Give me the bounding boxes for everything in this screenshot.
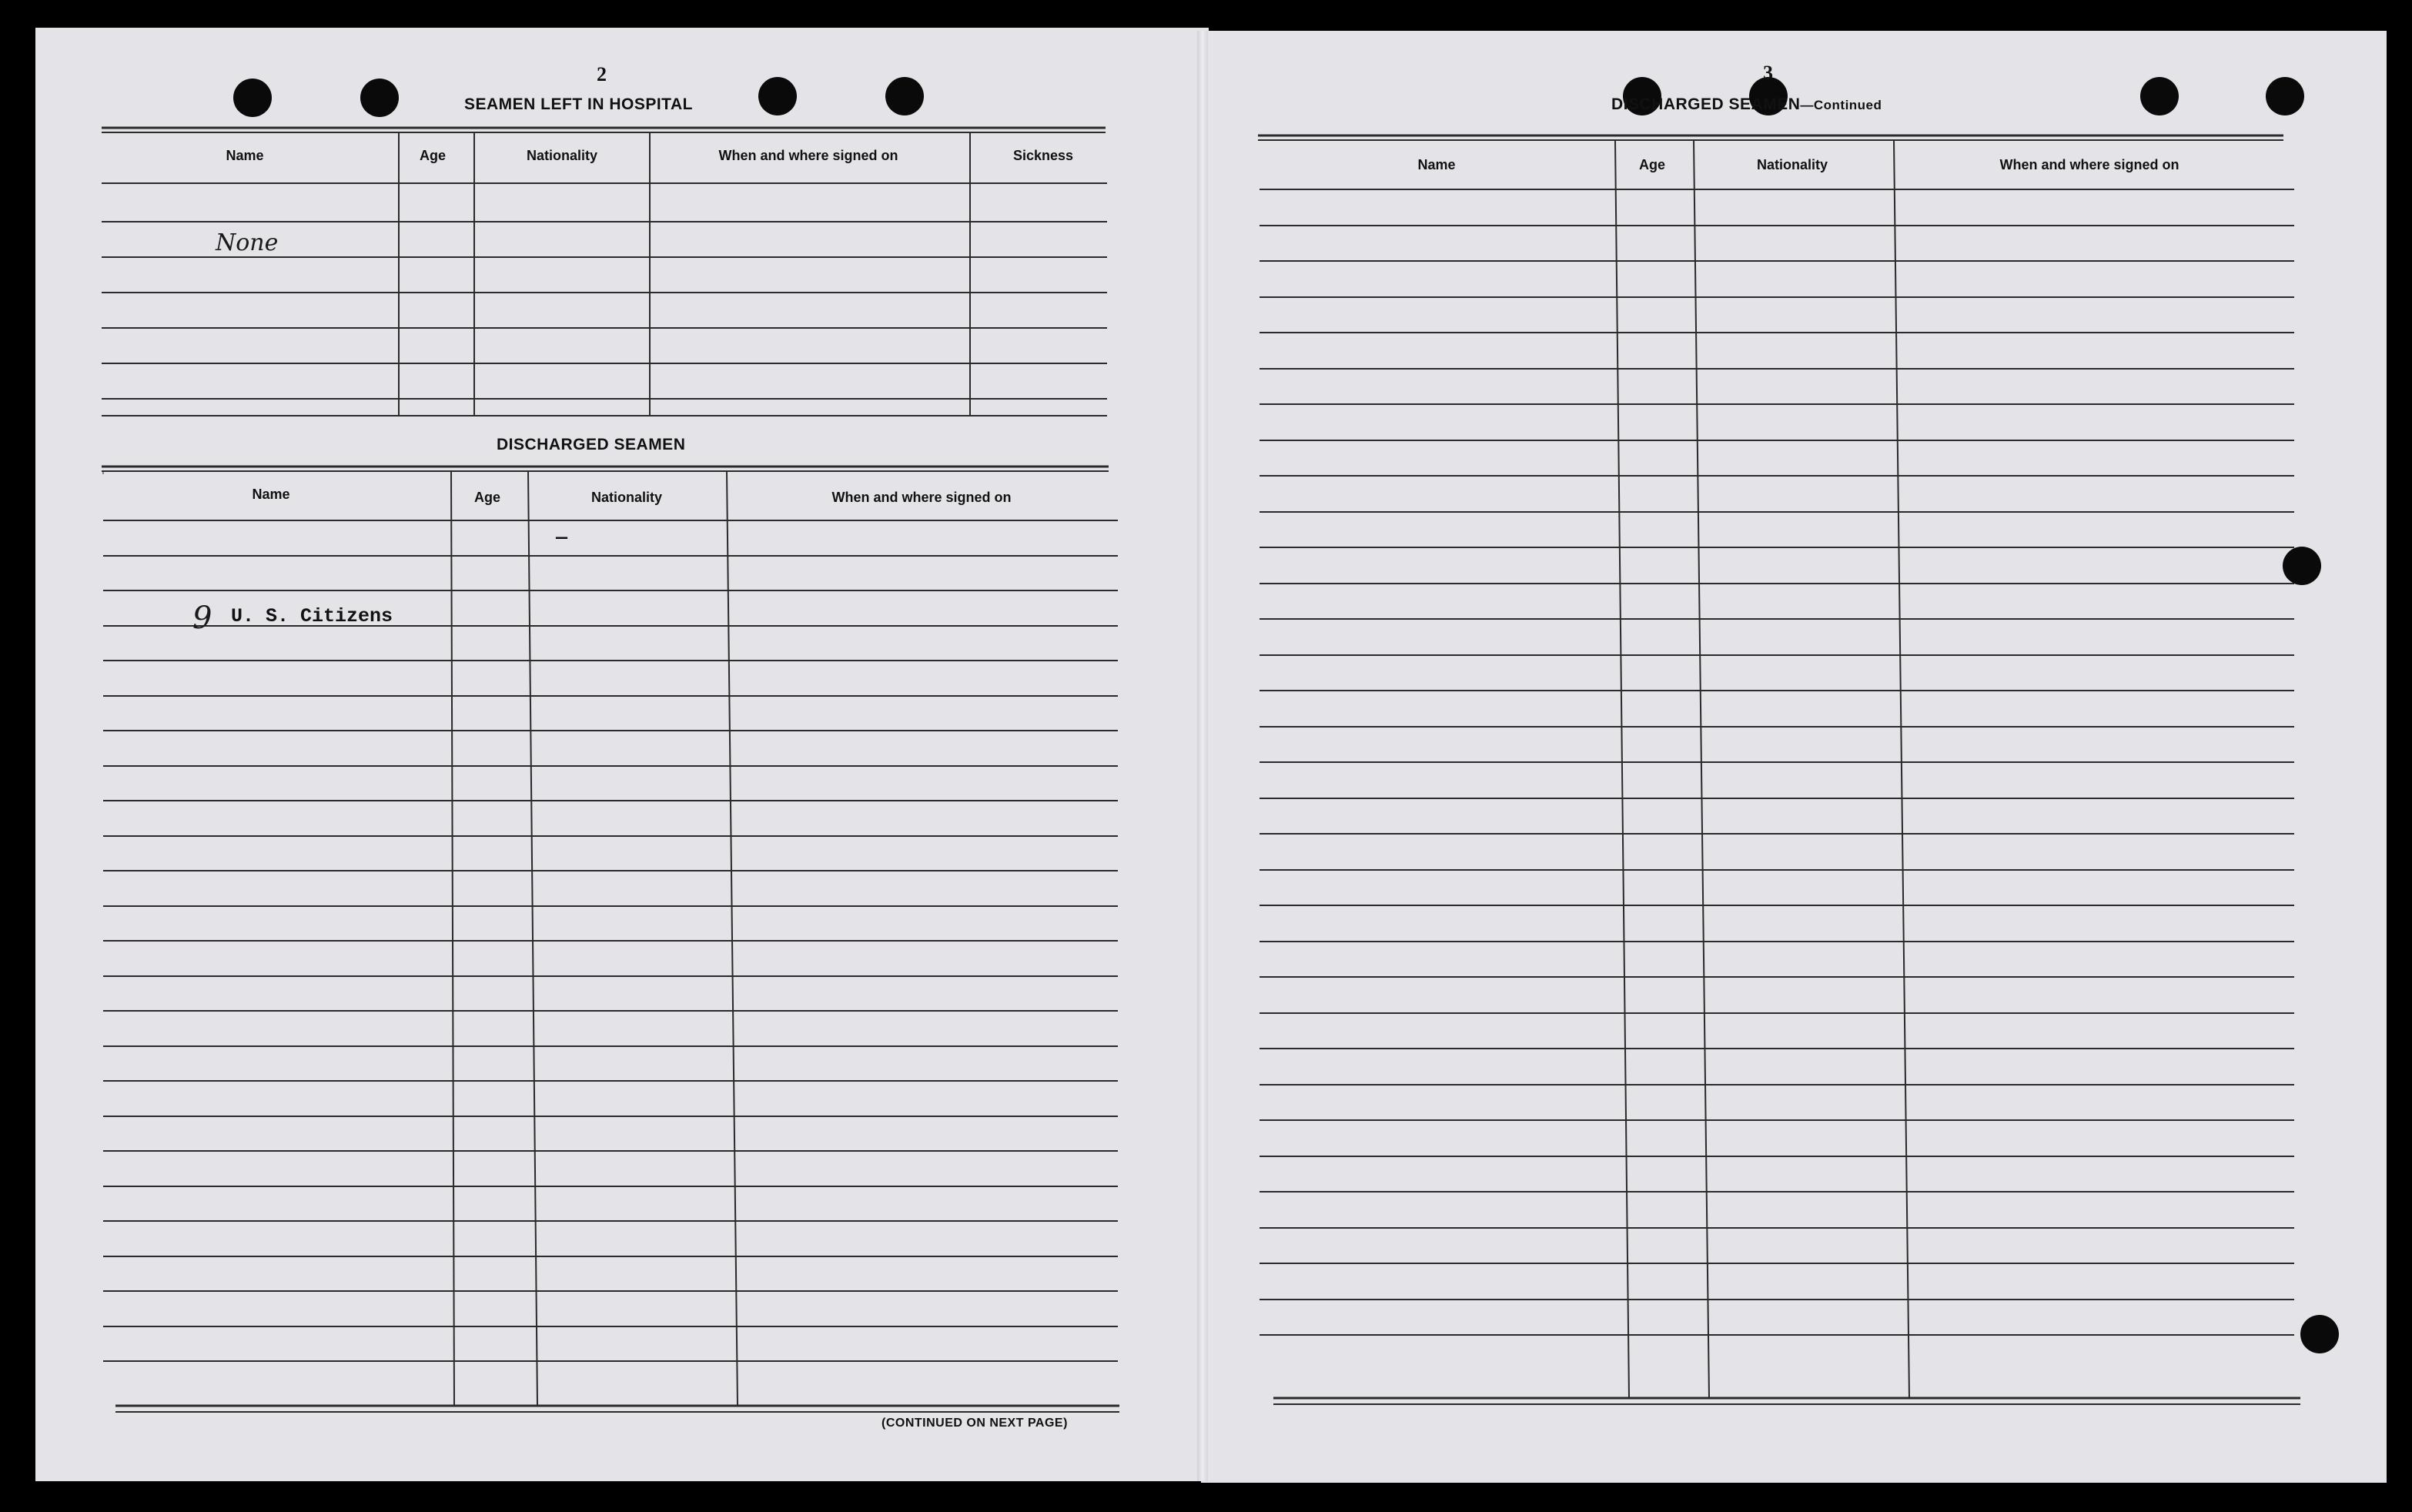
rule-line (528, 471, 537, 1406)
continued-col-signed-on: When and where signed on (1999, 157, 2179, 172)
hospital-col-signed-on: When and where signed on (718, 148, 898, 163)
punch-hole-icon (360, 79, 399, 117)
punch-hole-icon (2300, 1315, 2339, 1353)
discharged-col-age: Age (473, 490, 501, 505)
page-number: 2 (597, 63, 607, 85)
discharged-col-signed-on: When and where signed on (831, 490, 1012, 505)
continued-title-main: DISCHARGED SEAMEN (1611, 95, 1801, 113)
rule-line (451, 471, 454, 1406)
punch-hole-icon (885, 77, 924, 115)
continued-footer: (CONTINUED ON NEXT PAGE) (882, 1417, 1068, 1430)
continued-col-name: Name (1417, 157, 1456, 172)
hospital-col-name: Name (226, 148, 264, 163)
rule-line (727, 471, 738, 1406)
rule-line (1694, 140, 1709, 1398)
punch-hole-icon (2266, 77, 2304, 115)
hospital-section-title: SEAMEN LEFT IN HOSPITAL (464, 95, 693, 113)
hospital-entry-none: None (216, 229, 279, 256)
handwritten-count: 9 (192, 600, 212, 636)
continued-title-suffix: —Continued (1800, 98, 1882, 112)
discharged-section-title: DISCHARGED SEAMEN (497, 436, 686, 453)
hospital-col-age: Age (419, 148, 447, 163)
typed-entry-citizens: U. S. Citizens (231, 605, 393, 627)
continued-col-nationality: Nationality (1756, 157, 1828, 172)
continued-col-age: Age (1638, 157, 1666, 172)
nationality-dash: — (556, 527, 568, 549)
rule-line (1894, 140, 1909, 1398)
hospital-col-nationality: Nationality (526, 148, 598, 163)
punch-hole-icon (758, 77, 797, 115)
page-number: 3 (1763, 62, 1773, 84)
discharged-col-name: Name (252, 487, 290, 502)
rule-line (1615, 140, 1629, 1398)
punch-hole-icon (2140, 77, 2179, 115)
hospital-col-sickness: Sickness (1012, 148, 1074, 163)
discharged-col-nationality: Nationality (590, 490, 663, 505)
continued-section-title (1611, 95, 1882, 114)
punch-hole-icon (2283, 547, 2321, 585)
punch-hole-icon (233, 79, 272, 117)
